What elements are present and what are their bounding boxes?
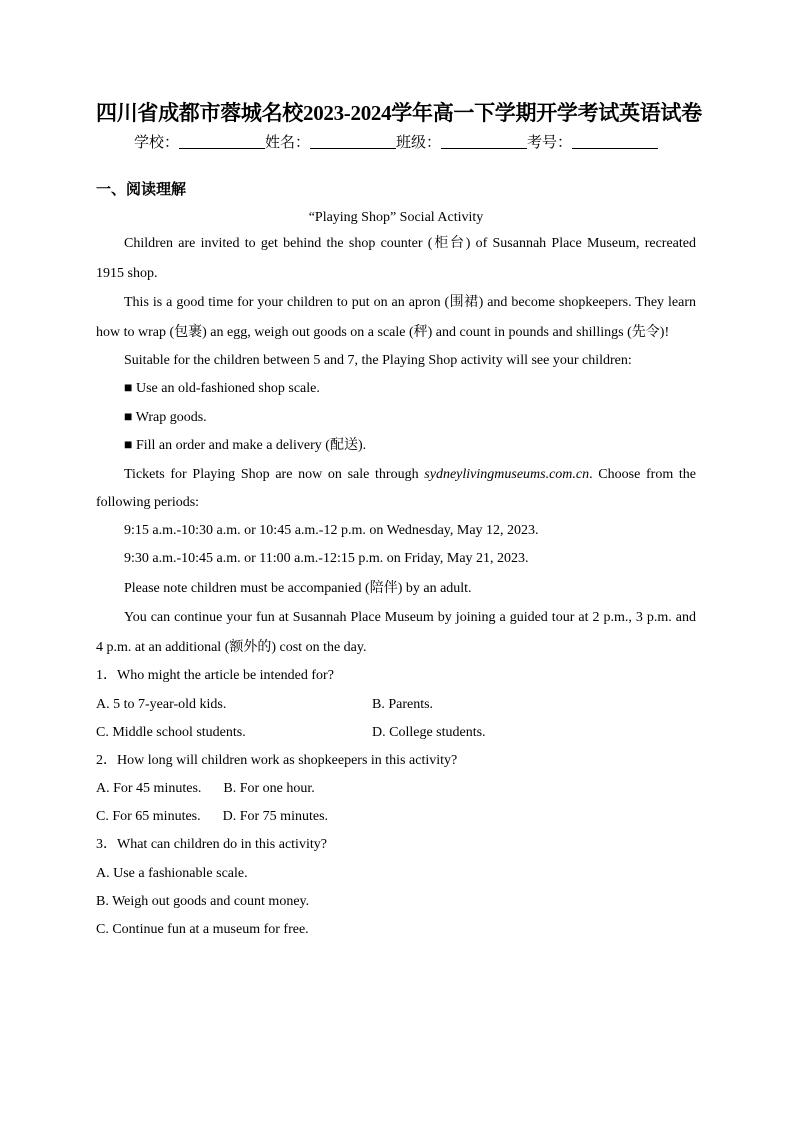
article-paragraph-6: You can continue your fun at Susannah Place Museum by joining a guided tour at 2 p.m., 3 p.m. and 4 p.m. at an additional (额外的) cost on the day. [96, 610, 696, 655]
option-d[interactable]: D. For 75 minutes. [222, 809, 329, 824]
exam-number-label: 考号： [527, 135, 573, 151]
question-1-options-row-1 [96, 691, 696, 719]
question-2-options-row-1 [96, 775, 696, 803]
article-paragraph-4 [96, 461, 696, 517]
question-2-options-row-2 [96, 803, 696, 831]
school-label: 学校： [133, 135, 179, 151]
option-d[interactable]: D. College students. [372, 724, 486, 740]
page-title: 四川省成都市蓉城名校2023-2024学年高一下学期开学考试英语试卷 [96, 101, 702, 125]
question-3-stem: 3．What can children do in this activity? [96, 837, 327, 852]
question-1-stem: 1．Who might the article be intended for? [96, 668, 334, 683]
schedule-item: 9:15 a.m.-10:30 a.m. or 10:45 a.m.-12 p.m. on Wednesday, May 12, 2023. [124, 522, 539, 538]
article-paragraph-2: This is a good time for your children to put on an apron (围裙) and become shopkeepers. They learn how to wrap (包裹) an egg, weigh out goods on a scale (秤) and count in pounds and shillings (先令)! [96, 295, 696, 340]
class-label: 班级： [396, 135, 442, 151]
option-c[interactable]: C. Continue fun at a museum for free. [96, 921, 309, 937]
website-link[interactable]: sydneylivingmuseums.com.cn [424, 466, 590, 482]
option-b[interactable]: B. Parents. [372, 696, 434, 712]
question-2-stem: 2．How long will children work as shopkeepers in this activity? [96, 752, 458, 768]
tickets-text: Tickets for Playing Shop are now on sale through [124, 466, 425, 482]
option-a[interactable]: A. For 45 minutes. [96, 781, 202, 796]
option-c[interactable]: C. Middle school students. [96, 724, 246, 740]
section-title: 一、阅读理解 [96, 182, 187, 198]
article-paragraph-5: Please note children must be accompanied (陪伴) by an adult. [124, 580, 472, 596]
class-blank[interactable] [441, 134, 527, 149]
school-blank[interactable] [179, 134, 265, 149]
list-item: ■ Fill an order and make a delivery (配送). [124, 438, 367, 453]
article-title: “Playing Shop” Social Activity [308, 210, 484, 225]
option-a[interactable]: A. 5 to 7-year-old kids. [96, 696, 227, 712]
option-a[interactable]: A. Use a fashionable scale. [96, 865, 248, 881]
article-paragraph-1: Children are invited to get behind the shop counter (柜台) of Susannah Place Museum, recreated 1915 shop. [96, 236, 696, 281]
option-b[interactable]: B. Weigh out goods and count money. [96, 893, 310, 909]
option-b[interactable]: B. For one hour. [223, 781, 315, 796]
question-1-options-row-2 [96, 719, 696, 747]
student-info-line [96, 132, 696, 154]
list-item: ■ Use an old-fashioned shop scale. [124, 381, 320, 396]
name-blank[interactable] [310, 134, 396, 149]
list-item: ■ Wrap goods. [124, 409, 207, 425]
schedule-item: 9:30 a.m.-10:45 a.m. or 11:00 a.m.-12:15 p.m. on Friday, May 21, 2023. [124, 551, 529, 566]
name-label: 姓名： [264, 135, 310, 151]
periods-text: . Choose from the following periods: [96, 466, 696, 510]
exam-page [96, 98, 702, 944]
article-paragraph-3: Suitable for the children between 5 and 7, the Playing Shop activity will see your children: [124, 353, 632, 368]
exam-number-blank[interactable] [572, 134, 658, 149]
option-c[interactable]: C. For 65 minutes. [96, 809, 201, 824]
